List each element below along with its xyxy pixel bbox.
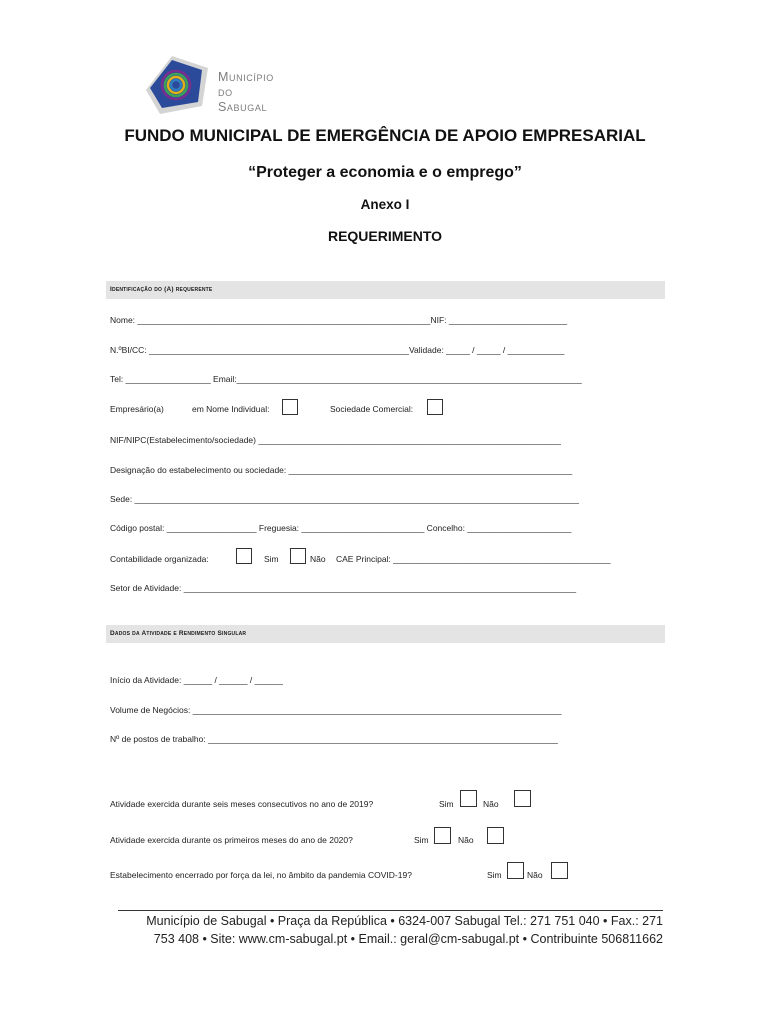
footer-line-2: 753 408 • Site: www.cm-sabugal.pt • Email.: geral@cm-sabugal.pt • Contribuinte 506811662 [153,932,663,946]
logo-line-2: do [218,85,233,99]
question-2020: Atividade exercida durante os primeiros meses do ano de 2020? [110,835,353,845]
contabilidade-label: Contabilidade organizada: [110,554,209,564]
checkbox-q1-nao[interactable] [514,790,531,807]
question-covid: Estabelecimento encerrado por força da lei, no âmbito da pandemia COVID-19? [110,870,412,880]
document-title: FUNDO MUNICIPAL DE EMERGÊNCIA DE APOIO EMPRESARIAL [124,126,646,145]
q1-nao-label: Não [483,799,499,809]
empresario-label: Empresário(a) [110,404,164,414]
question-2019: Atividade exercida durante seis meses consecutivos no ano de 2019? [110,799,374,809]
checkbox-q2-sim[interactable] [434,827,451,844]
annex-label: Anexo I [360,197,410,212]
q2-sim-label: Sim [414,835,429,845]
logo-line-3: Sabugal [218,100,268,114]
field-postos-trabalho[interactable]: Nº de postos de trabalho: __________________________________________________________________________ [110,734,558,744]
logo-text [218,70,274,115]
logo-line-1: Município [218,70,274,84]
sociedade-label: Sociedade Comercial: [330,404,414,414]
checkbox-q2-nao[interactable] [487,827,504,844]
checkbox-q1-sim[interactable] [460,790,477,807]
document-subtitle: “Proteger a economia e o emprego” [248,164,522,181]
field-tel-email[interactable]: Tel: __________________ Email:_________________________________________________________________________ [110,374,582,384]
checkbox-contabilidade-nao[interactable] [290,548,306,564]
q2-nao-label: Não [458,835,474,845]
checkbox-q3-nao[interactable] [551,862,568,879]
section-activity-heading: Dados da Atividade e Rendimento Singular [106,625,665,643]
contabilidade-nao-label: Não [310,554,326,564]
q1-sim-label: Sim [439,799,454,809]
checkbox-sociedade-comercial[interactable] [427,399,443,415]
field-bi-validade[interactable]: N.ºBI/CC: _______________________________________________________Validade: _____ / _____ / ____________ [110,345,565,355]
checkbox-nome-individual[interactable] [282,399,298,415]
field-cae[interactable]: CAE Principal: ______________________________________________ [336,554,611,564]
checkbox-q3-sim[interactable] [507,862,524,879]
field-nif-nipc[interactable]: NIF/NIPC(Estabelecimento/sociedade) ________________________________________________________________ [110,435,561,445]
q3-nao-label: Não [527,870,543,880]
contabilidade-sim-label: Sim [264,554,279,564]
q3-sim-label: Sim [487,870,502,880]
nome-individual-label: em Nome Individual: [192,404,270,414]
field-codigo-freguesia-concelho[interactable]: Código postal: ___________________ Freguesia: __________________________ Concelho: ______________________ [110,523,572,533]
field-designacao[interactable]: Designação do estabelecimento ou sociedade: ____________________________________________________________ [110,465,573,475]
document-type: REQUERIMENTO [327,228,443,244]
field-inicio-atividade[interactable]: Início da Atividade: ______ / ______ / ______ [110,675,283,685]
checkbox-contabilidade-sim[interactable] [236,548,252,564]
footer [118,912,663,948]
footer-line-1: Município de Sabugal • Praça da República • 6324-007 Sabugal Tel.: 271 751 040 • Fax.: 271 [146,914,663,928]
section-applicant-heading: Identificação do (A) requerente [106,281,665,299]
footer-divider [118,910,663,911]
field-nome-nif[interactable]: Nome: ______________________________________________________________NIF: _________________________ [110,315,568,325]
field-volume-negocios[interactable]: Volume de Negócios: ______________________________________________________________________________ [110,705,562,715]
field-setor[interactable]: Setor de Atividade: ___________________________________________________________________________________ [110,583,577,593]
field-sede[interactable]: Sede: ______________________________________________________________________________________________ [110,494,579,504]
